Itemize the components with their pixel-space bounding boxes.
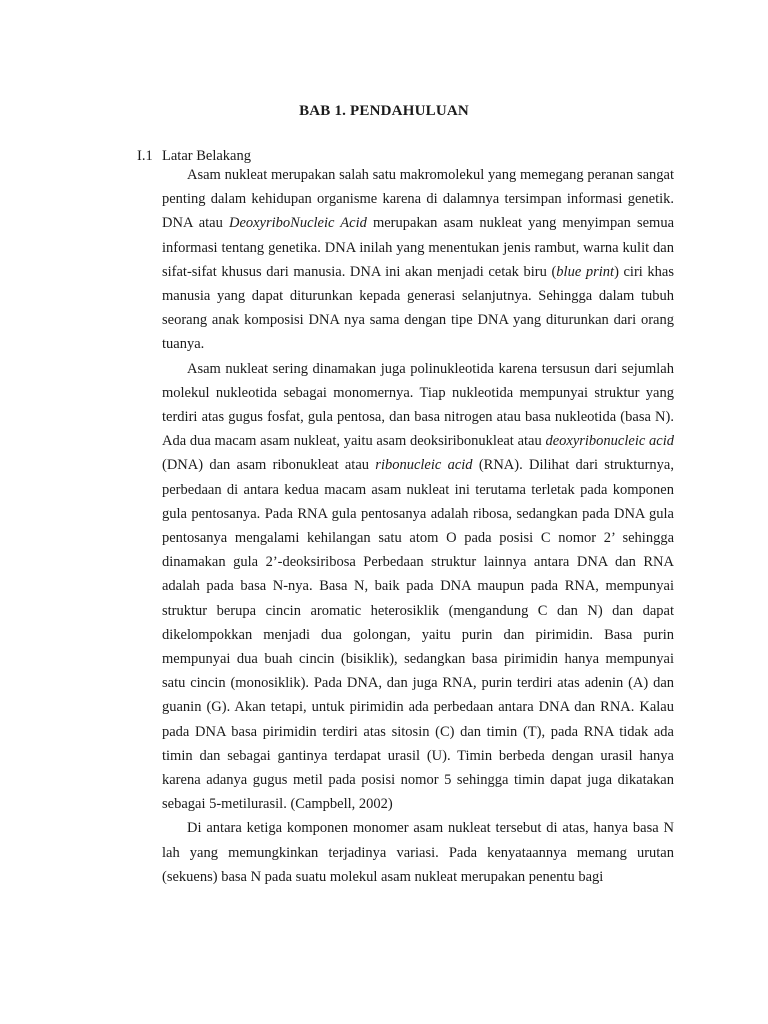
- text-run: merupakan asam nukleat yang menyimpan semua informasi tentang genetika. DNA inilah yang menentukan jenis rambut, warna kulit dan sifat-sifat khusus dari manusia. DNA ini akan menjadi cetak biru (: [162, 215, 675, 280]
- paragraph: [162, 163, 674, 357]
- text-run: Asam nukleat merupakan salah satu makromolekul yang memegang peranan sangat penting dalam kehidupan organisme karena di dalamnya tersimpan informasi genetik. DNA atau: [162, 167, 674, 232]
- chapter-title: BAB 1. PENDAHULUAN: [299, 103, 469, 119]
- body-text: [162, 163, 674, 889]
- italic-term: deoxyribonucleic acid: [545, 433, 674, 450]
- text-run: (DNA) dan asam ribonukleat atau: [162, 457, 376, 474]
- text-run: ) ciri khas manusia yang dapat diturunkan kepada generasi selanjutnya. Sehingga dalam tubuh seorang anak komposisi DNA nya sama dengan tipe DNA yang diturunkan dari orang tuanya.: [162, 263, 674, 353]
- section-number: I.1: [137, 148, 153, 164]
- text-run: Di antara ketiga komponen monomer asam nukleat tersebut di atas, hanya basa N lah yang memungkinkan terjadinya variasi. Pada kenyataannya memang urutan (sekuens) basa N pada suatu molekul asam nukleat merupakan penentu bagi: [162, 820, 674, 885]
- text-run: Asam nukleat sering dinamakan juga polinukleotida karena tersusun dari sejumlah molekul nukleotida sebagai monomernya. Tiap nukleotida mempunyai struktur yang terdiri atas gugus fosfat, gula pentosa, dan basa nitrogen atau basa nukleotida (basa N). Ada dua macam asam nukleat, yaitu asam deoksiribonukleat atau: [162, 360, 674, 450]
- text-run: (RNA). Dilihat dari strukturnya, perbedaan di antara kedua macam asam nukleat ini terutama terletak pada komponen gula pentosanya. Pada RNA gula pentosanya adalah ribosa, sedangkan pada DNA gula pentosanya mengalami kehilangan satu atom O pada posisi C nomor 2’ sehingga dinamakan gula 2’-deoksiribosa Perbedaan struktur lainnya antara DNA dan RNA adalah pada basa N-nya. Basa N, baik pada DNA maupun pada RNA, mempunyai struktur berupa cincin aromatic heterosiklik (mengandung C dan N) dan dapat dikelompokkan menjadi dua golongan, yaitu purin dan pirimidin. Basa purin mempunyai dua buah cincin (bisiklik), sedangkan basa pirimidin hanya mempunyai satu cincin (monosiklik). Pada DNA, dan juga RNA, purin terdiri atas adenin (A) dan guanin (G). Akan tetapi, untuk pirimidin ada perbedaan antara DNA dan RNA. Kalau pada DNA basa pirimidin terdiri atas sitosin (C) dan timin (T), pada RNA tidak ada timin dan sebagai gantinya terdapat urasil (U). Timin berbeda dengan urasil hanya karena adanya gugus metil pada posisi nomor 5 sehingga timin dapat juga dikatakan sebagai 5-metilurasil. (Campbell, 2002): [162, 457, 674, 813]
- paragraph: [162, 357, 674, 817]
- italic-term: DeoxyriboNucleic Acid: [228, 215, 367, 232]
- italic-term: ribonucleic acid: [375, 457, 473, 474]
- paragraph: [162, 816, 674, 889]
- section-title: Latar Belakang: [162, 148, 251, 164]
- italic-term: blue print: [556, 263, 615, 280]
